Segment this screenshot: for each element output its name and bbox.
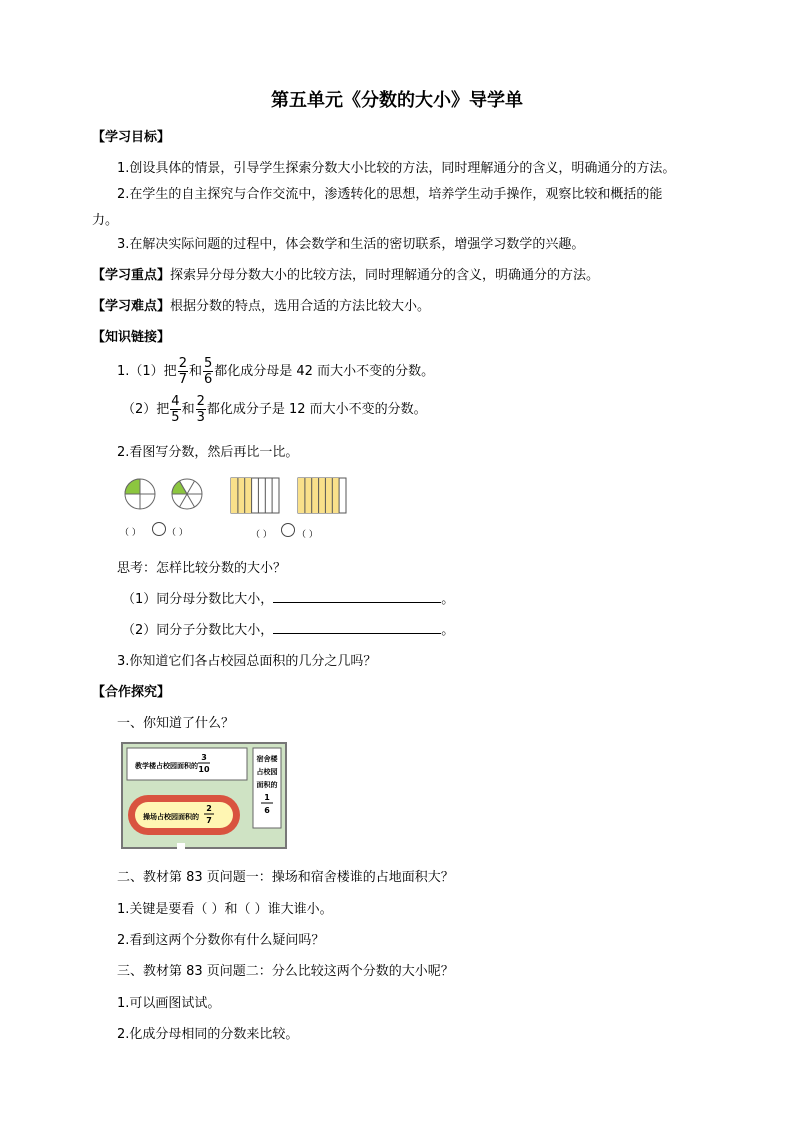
numerator: 3 xyxy=(201,753,207,762)
fraction xyxy=(196,395,206,424)
numerator: 4 xyxy=(171,394,180,409)
denominator: 6 xyxy=(264,806,270,815)
difficulty-heading: 【学习难点】 xyxy=(92,299,171,314)
answer-paren[interactable]: （ ） xyxy=(167,528,188,538)
think-2-text: （2）同分子分数比大小， xyxy=(122,623,274,638)
denominator: 3 xyxy=(196,410,205,425)
difficulty-text: 根据分数的特点，选用合适的方法比较大小。 xyxy=(170,299,431,314)
answer-blank[interactable] xyxy=(273,590,441,603)
bar-figure-1 xyxy=(231,478,279,513)
compare-circle[interactable] xyxy=(153,523,166,536)
explore-s1: 一、你知道了什么？ xyxy=(117,716,235,731)
think-1 xyxy=(122,588,454,607)
link-q1-suffix: 都化成分母是 42 而大小不变的分数。 xyxy=(214,364,435,379)
numerator: 2 xyxy=(196,394,205,409)
link-q2-and: 和 xyxy=(181,402,195,417)
circle-figure-2 xyxy=(172,479,202,509)
fraction-figures xyxy=(118,476,358,538)
explore-s3-1: 1.可以画图试试。 xyxy=(117,996,221,1011)
denominator: 10 xyxy=(198,765,210,774)
denominator: 7 xyxy=(178,372,187,387)
answer-paren[interactable]: （ ） xyxy=(251,530,272,540)
answer-paren[interactable]: （ ） xyxy=(120,528,141,538)
answer-paren[interactable]: （ ） xyxy=(297,530,318,540)
page-title: 第五单元《分数的大小》导学单 xyxy=(271,90,523,111)
think-question: 思考：怎样比较分数的大小？ xyxy=(117,561,287,576)
campus-map xyxy=(121,742,287,850)
numerator: 2 xyxy=(178,356,187,371)
numerator: 1 xyxy=(264,793,270,802)
period: 。 xyxy=(441,592,455,607)
numerator: 2 xyxy=(206,804,212,813)
explore-s2: 二、教材第 83 页问题一：操场和宿舍楼谁的占地面积大？ xyxy=(117,870,454,885)
numerator: 5 xyxy=(203,356,213,371)
dorm-line-3: 面积的 xyxy=(256,781,278,789)
goal-item-3: 3.在解决实际问题的过程中，体会数学和生活的密切联系，增强学习数学的兴趣。 xyxy=(117,237,585,252)
circle-figure-1 xyxy=(125,479,155,509)
key-point xyxy=(92,264,599,283)
key-point-heading: 【学习重点】 xyxy=(92,268,171,283)
denominator: 6 xyxy=(203,372,213,387)
link-q2-suffix: 都化成分子是 12 而大小不变的分数。 xyxy=(206,402,427,417)
think-1-text: （1）同分母分数比大小， xyxy=(122,592,274,607)
fraction xyxy=(170,395,180,424)
answer-blank[interactable] xyxy=(273,621,441,634)
explore-heading: 【合作探究】 xyxy=(92,685,171,700)
goal-item-1: 1.创设具体的情景，引导学生探索分数大小比较的方法，同时理解通分的含义，明确通分的方法。 xyxy=(117,161,676,176)
fraction xyxy=(178,357,188,386)
link-q2 xyxy=(122,392,427,428)
field-label: 操场占校园面积的 xyxy=(143,813,199,821)
denominator: 7 xyxy=(206,816,212,825)
explore-s2-2: 2.看到这两个分数你有什么疑问吗？ xyxy=(117,933,325,948)
link-q3: 2.看图写分数，然后再比一比。 xyxy=(117,445,299,460)
dorm-line-1: 宿舍楼 xyxy=(256,755,278,763)
goals-heading: 【学习目标】 xyxy=(92,130,171,145)
dorm-line-2: 占校园 xyxy=(256,768,278,776)
compare-circle[interactable] xyxy=(282,524,295,537)
fraction xyxy=(203,357,213,386)
link-q1 xyxy=(117,354,434,390)
building-label: 教学楼占校园面积的 xyxy=(135,762,198,770)
link-heading: 【知识链接】 xyxy=(92,330,171,345)
key-point-text: 探索异分母分数大小的比较方法，同时理解通分的含义，明确通分的方法。 xyxy=(170,268,600,283)
denominator: 5 xyxy=(171,410,180,425)
think-2 xyxy=(122,619,454,638)
goal-item-2: 2.在学生的自主探究与合作交流中，渗透转化的思想，培养学生动手操作，观察比较和概括的能 xyxy=(117,187,663,202)
link-q2-prefix: （2）把 xyxy=(122,402,170,417)
gate xyxy=(177,843,185,849)
goal-item-2-cont: 力。 xyxy=(92,213,119,228)
link-q1-prefix: 1.（1）把 xyxy=(117,364,177,379)
explore-s3: 三、教材第 83 页问题二：分么比较这两个分数的大小呢？ xyxy=(117,964,454,979)
explore-s2-1: 1.关键是要看（ ）和（ ）谁大谁小。 xyxy=(117,902,333,917)
explore-s3-2: 2.化成分母相同的分数来比较。 xyxy=(117,1027,299,1042)
period: 。 xyxy=(441,623,455,638)
difficulty xyxy=(92,295,430,314)
bar-figure-2 xyxy=(298,478,346,513)
link-q1-and: 和 xyxy=(188,364,202,379)
link-q4: 3.你知道它们各占校园总面积的几分之几吗？ xyxy=(117,654,377,669)
